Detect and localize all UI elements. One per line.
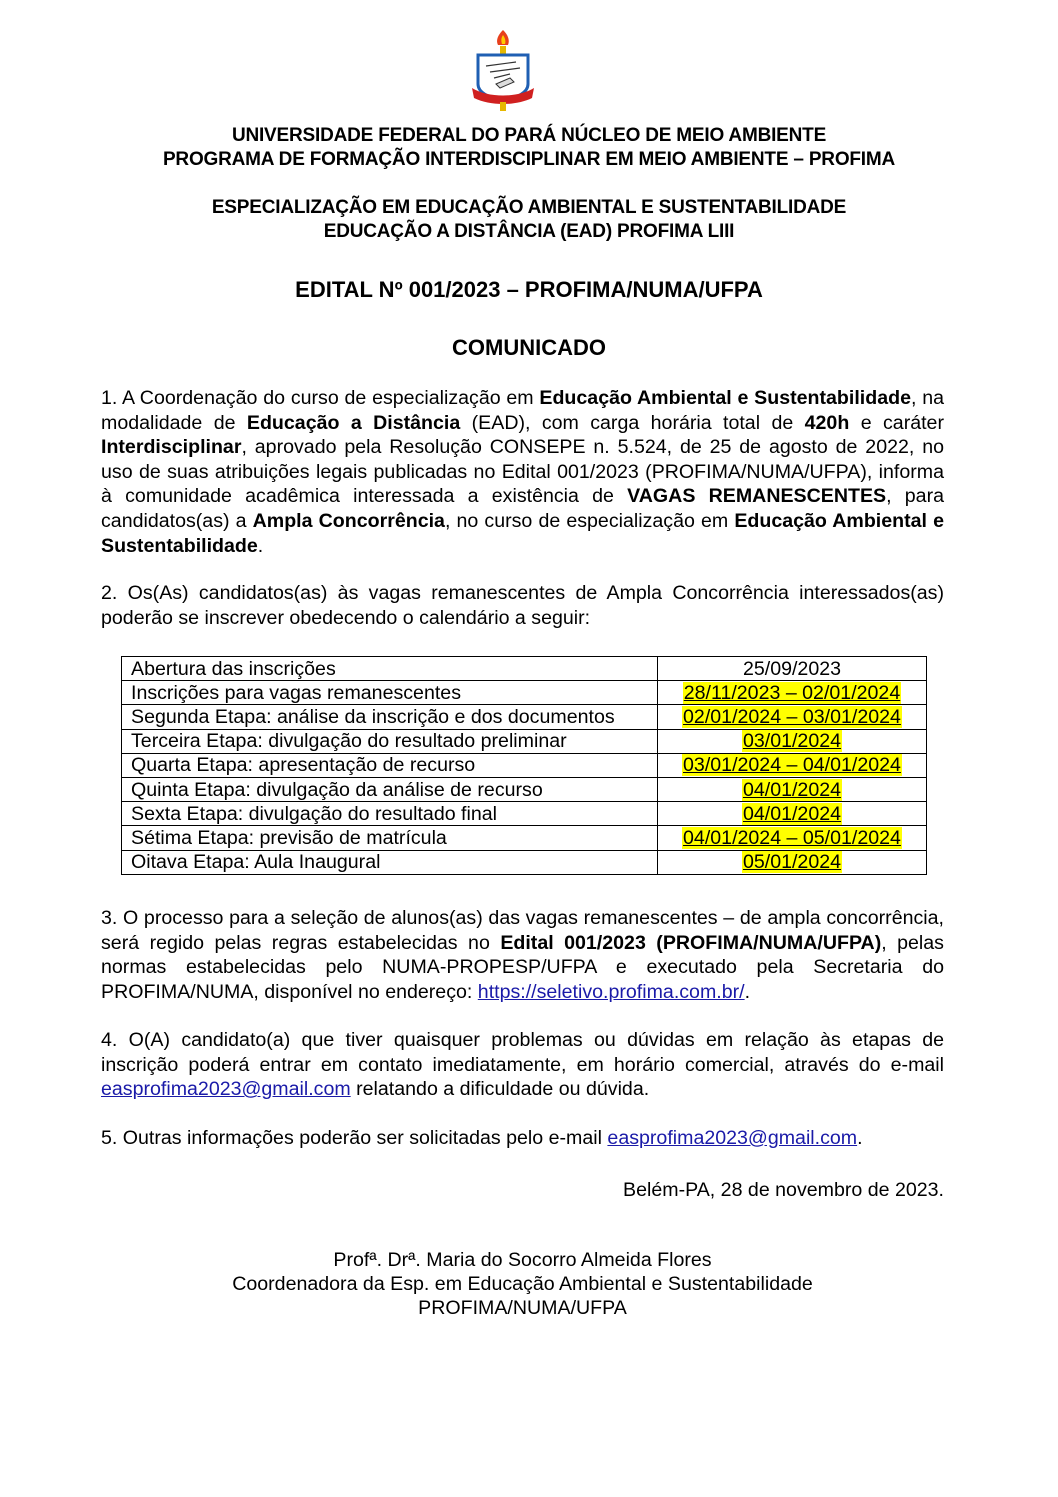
header-line-1: UNIVERSIDADE FEDERAL DO PARÁ NÚCLEO DE MEIO AMBIENTE — [231, 125, 827, 146]
date-cell — [658, 729, 927, 753]
text: , aprovado pela Resolução CONSEPE n. 5.524, de 25 de agosto de 2022, no uso de suas atribuições legais publicadas no Edital 001/2023 (PROFIMA/NUMA/UFPA), informa à comunidade acadêmica interessada a existência de — [101, 436, 944, 508]
section-4-paragraph — [101, 1028, 944, 1102]
stage-cell: Terceira Etapa: divulgação do resultado preliminar — [122, 729, 658, 753]
ufpa-crest-icon — [470, 28, 536, 112]
bold-vagas: VAGAS REMANESCENTES — [627, 485, 887, 508]
date-cell — [658, 826, 927, 850]
highlighted-date: 04/01/2024 — [742, 778, 842, 801]
table-row — [122, 777, 927, 801]
highlighted-date: 28/11/2023 – 02/01/2024 — [683, 681, 901, 704]
text: , na modalidade de — [101, 387, 944, 434]
highlighted-date: 05/01/2024 — [742, 851, 842, 874]
text: 4. O(A) candidato(a) que tiver quaisquer problemas ou dúvidas em relação às etapas de inscrição poderá entrar em contato imediatamente, em horário comercial, através do e-mail — [101, 1029, 944, 1076]
highlighted-date: 03/01/2024 — [742, 730, 842, 753]
date-cell — [658, 802, 927, 826]
course-header — [0, 196, 1058, 244]
text: . — [257, 534, 264, 557]
highlighted-date: 03/01/2024 – 04/01/2024 — [683, 754, 901, 777]
bold-course-name: Educação Ambiental e Sustentabilidade — [539, 387, 911, 409]
bold-modality: Educação a Distância — [246, 411, 461, 434]
date-cell — [658, 705, 927, 729]
text: , para candidatos(as) a — [101, 485, 944, 532]
bold-workload: 420h — [804, 411, 850, 434]
header-line-3: ESPECIALIZAÇÃO EM EDUCAÇÃO AMBIENTAL E SUSTENTABILIDADE — [211, 197, 847, 218]
text: (EAD), com carga horária total de — [460, 411, 805, 434]
stage-cell: Segunda Etapa: análise da inscrição e dos documentos — [122, 705, 658, 729]
date-cell — [658, 850, 927, 874]
stage-cell: Sétima Etapa: previsão de matrícula — [122, 826, 658, 850]
text: 5. Outras informações poderão ser solicitadas pelo e-mail — [101, 1127, 608, 1149]
table-row — [122, 681, 927, 705]
place-date: Belém-PA, 28 de novembro de 2023. — [623, 1179, 944, 1201]
text: 1. A Coordenação do curso de especialização em — [101, 387, 540, 409]
text: . — [857, 1127, 863, 1149]
stage-cell: Quinta Etapa: divulgação da análise de recurso — [122, 777, 658, 801]
table-row — [122, 802, 927, 826]
stage-cell: Sexta Etapa: divulgação do resultado final — [122, 802, 658, 826]
highlighted-date: 02/01/2024 – 03/01/2024 — [683, 705, 901, 728]
text: , pelas normas estabelecidas pelo NUMA-PROPESP/UFPA e executado pela Secretaria do PROFIMA/NUMA, disponível no endereço: — [101, 931, 944, 1003]
table-row — [122, 850, 927, 874]
table-row — [122, 729, 927, 753]
highlighted-date: 04/01/2024 — [742, 802, 842, 825]
bold-course-name-2: Educação Ambiental e Sustentabilidade — [101, 509, 944, 557]
date-cell — [658, 657, 927, 681]
header-line-4: EDUCAÇÃO A DISTÂNCIA (EAD) PROFIMA LIII — [323, 221, 735, 242]
bold-edital-ref: Edital 001/2023 (PROFIMA/NUMA/UFPA) — [500, 931, 882, 954]
table-row — [122, 705, 927, 729]
email-link[interactable]: easprofima2023@gmail.com — [607, 1127, 858, 1149]
signatory-org: PROFIMA/NUMA/UFPA — [418, 1297, 627, 1319]
stage-cell: Quarta Etapa: apresentação de recurso — [122, 753, 658, 777]
header-line-2: PROGRAMA DE FORMAÇÃO INTERDISCIPLINAR EM MEIO AMBIENTE – PROFIMA — [162, 149, 896, 170]
bold-interdisciplinar: Interdisciplinar — [101, 436, 242, 459]
bold-ampla: Ampla Concorrência — [252, 509, 445, 532]
stage-cell: Inscrições para vagas remanescentes — [122, 681, 658, 705]
section-5-paragraph — [101, 1126, 944, 1151]
section-2-paragraph: 2. Os(As) candidatos(as) às vagas remanescentes de Ampla Concorrência interessados(as) poderão se inscrever obedecendo o calendário a seguir: — [101, 582, 944, 629]
table-row — [122, 657, 927, 681]
stage-cell: Oitava Etapa: Aula Inaugural — [122, 850, 658, 874]
date-cell — [658, 681, 927, 705]
text: . — [744, 980, 751, 1003]
date-value: 25/09/2023 — [742, 657, 842, 680]
text: relatando a dificuldade ou dúvida. — [350, 1078, 650, 1101]
section-3-paragraph — [101, 906, 944, 1004]
signatory-role: Coordenadora da Esp. em Educação Ambiental e Sustentabilidade — [232, 1273, 813, 1295]
signatory-name: Profª. Drª. Maria do Socorro Almeida Flores — [333, 1249, 712, 1271]
edital-title: EDITAL Nº 001/2023 – PROFIMA/NUMA/UFPA — [295, 277, 763, 302]
date-cell — [658, 777, 927, 801]
date-cell — [658, 753, 927, 777]
email-link[interactable]: easprofima2023@gmail.com — [101, 1078, 351, 1101]
highlighted-date: 04/01/2024 – 05/01/2024 — [683, 826, 901, 849]
stage-cell: Abertura das inscrições — [122, 657, 658, 681]
text: e caráter — [849, 411, 944, 434]
comunicado-title: COMUNICADO — [452, 335, 606, 360]
section-1-paragraph — [101, 386, 944, 558]
table-row — [122, 826, 927, 850]
seletivo-link[interactable]: https://seletivo.profima.com.br/ — [477, 980, 745, 1003]
calendar-table — [121, 656, 927, 875]
text: , no curso de especialização em — [444, 509, 735, 532]
table-row — [122, 753, 927, 777]
text: 3. O processo para a seleção de alunos(as) das vagas remanescentes – de ampla concorrência, será regido pelas regras estabelecidas no — [101, 907, 944, 954]
institution-header — [0, 124, 1058, 172]
